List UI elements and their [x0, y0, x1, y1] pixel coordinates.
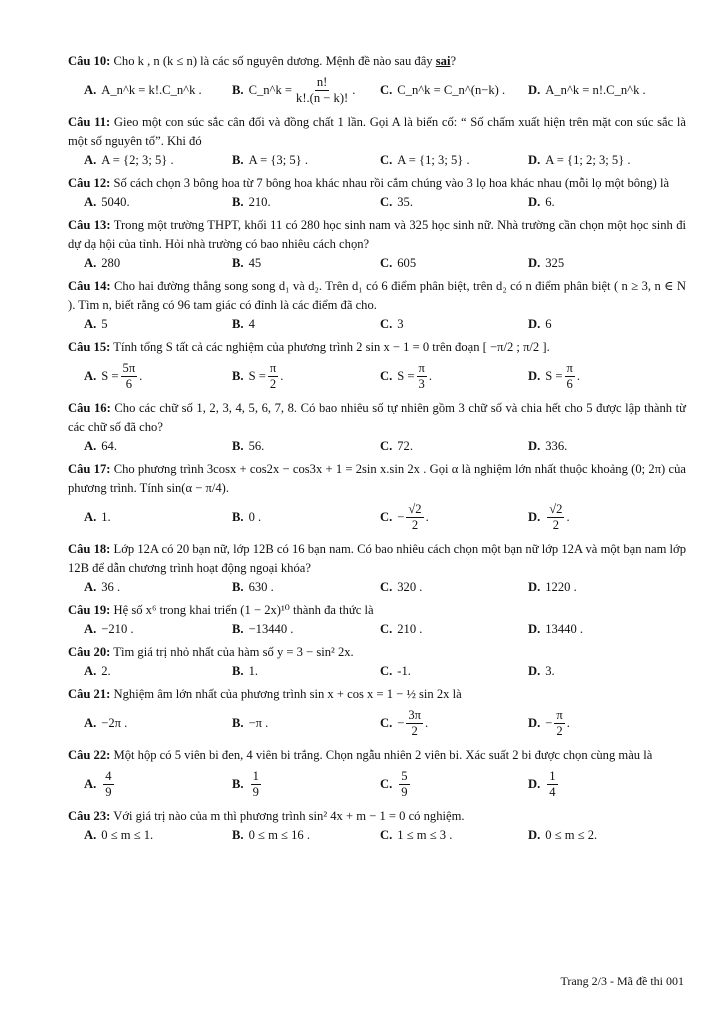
option-value: 6. — [545, 195, 555, 209]
option-c — [364, 708, 512, 739]
option-value: 630 . — [248, 580, 274, 594]
fraction-numerator: n! — [316, 74, 328, 89]
option-d — [512, 315, 682, 334]
question-q18 — [68, 540, 686, 578]
option-value: 5040. — [101, 195, 130, 209]
question-text: Số cách chọn 3 bông hoa từ 7 bông hoa khác nhau rồi cắm chúng vào 3 lọ hoa khác nhau (mỗi lọ một bông) là — [113, 176, 670, 190]
option-value: 72. — [397, 439, 413, 453]
fraction-denominator: k!.(n − k)! — [296, 90, 349, 105]
option-b — [216, 361, 364, 392]
option-a — [68, 361, 216, 392]
option-d — [512, 769, 682, 800]
option-a — [68, 662, 216, 681]
fraction-numerator: π — [269, 360, 277, 375]
option-value: 5 — [101, 317, 108, 331]
option-letter: D. — [528, 509, 541, 524]
option-fraction — [294, 75, 350, 106]
option-fraction — [268, 361, 278, 392]
option-lhs: C_n^k = — [248, 82, 293, 97]
option-value: −π . — [248, 715, 269, 730]
options-row — [68, 357, 686, 395]
option-c — [364, 769, 512, 800]
option-value: 36 . — [101, 580, 121, 594]
option-letter: C. — [380, 828, 393, 842]
option-value: −2π . — [101, 715, 128, 730]
question-q11 — [68, 113, 686, 151]
option-letter: A. — [84, 317, 97, 331]
options-row — [68, 193, 686, 212]
question-text: Cho hai đường thẳng song song d₁ và d₂. Trên d₁ có 6 điểm phân biệt, trên d₂ có n điểm phân biệt ( n ≥ 3, n ∈ N ). Tìm n, biết rằng có 96 tam giác có đỉnh là các điểm đã cho. — [68, 279, 686, 312]
option-fraction — [417, 361, 427, 392]
option-value: 210. — [248, 195, 271, 209]
option-value: C_n^k = C_n^(n−k) . — [397, 82, 506, 97]
options-row — [68, 826, 686, 845]
question-text: Trong một trường THPT, khối 11 có 280 học sinh nam và 325 học sinh nữ. Nhà trường cần chọn một học sinh đi dự dạ hội của tỉnh. Hỏi nhà trường có bao nhiêu cách chọn? — [68, 218, 687, 251]
question-q17 — [68, 460, 686, 498]
question-label: Câu 19: — [68, 603, 111, 617]
option-fraction — [547, 769, 557, 800]
option-d — [512, 502, 682, 533]
option-letter: A. — [84, 715, 97, 730]
option-a — [68, 315, 216, 334]
option-value: 64. — [101, 439, 117, 453]
option-letter: C. — [380, 256, 393, 270]
option-value: 3 — [397, 317, 404, 331]
option-letter: D. — [528, 664, 541, 678]
option-value: 1220 . — [545, 580, 577, 594]
option-b — [216, 769, 364, 800]
page-footer: Trang 2/3 - Mã đề thi 001 — [560, 974, 684, 988]
question-interval: [ −π/2 ; π/2 ]. — [482, 340, 550, 354]
question-text: Hệ số x⁶ trong khai triển (1 − 2x)¹⁰ thành đa thức là — [113, 603, 374, 617]
option-value: 0 ≤ m ≤ 16 . — [248, 828, 310, 842]
options-row — [68, 254, 686, 273]
option-value: 56. — [248, 439, 265, 453]
option-fraction — [251, 769, 261, 800]
fraction-denominator: 9 — [252, 784, 259, 799]
option-a — [68, 508, 216, 527]
option-letter: A. — [84, 580, 97, 594]
option-d — [512, 662, 682, 681]
options-row — [68, 704, 686, 742]
question-text: Cho k , n (k ≤ n) là các số nguyên dương. Mệnh đề nào sau đây — [113, 54, 433, 68]
fraction-numerator: 3π — [408, 707, 422, 722]
options-row — [68, 498, 686, 536]
options-row — [68, 437, 686, 456]
option-value: A = {3; 5} . — [248, 153, 308, 167]
option-tail: . — [566, 509, 570, 524]
fraction-denominator: 4 — [549, 784, 556, 799]
fraction-denominator: 9 — [401, 784, 408, 799]
option-value: 280 — [101, 256, 121, 270]
option-a — [68, 437, 216, 456]
option-letter: C. — [380, 368, 393, 383]
option-value: 3. — [545, 664, 555, 678]
option-b — [216, 578, 364, 597]
fraction-numerator: π — [556, 707, 563, 722]
option-value: 4 — [248, 317, 255, 331]
option-d — [512, 620, 682, 639]
option-b — [216, 662, 364, 681]
exam-page — [68, 52, 686, 845]
option-d — [512, 193, 682, 212]
option-a — [68, 826, 216, 845]
option-letter: B. — [232, 195, 244, 209]
option-d — [512, 578, 682, 597]
fraction-numerator: √2 — [549, 501, 563, 516]
option-letter: D. — [528, 317, 541, 331]
option-lhs: S = — [101, 368, 119, 383]
fraction-numerator: 1 — [549, 768, 556, 783]
question-q14 — [68, 277, 686, 315]
option-letter: B. — [232, 82, 244, 97]
option-letter: D. — [528, 153, 541, 167]
fraction-denominator: 6 — [566, 376, 573, 391]
option-value: A = {1; 3; 5} . — [397, 153, 470, 167]
option-letter: D. — [528, 439, 541, 453]
option-value: A = {2; 3; 5} . — [101, 153, 174, 167]
fraction-denominator: 3 — [418, 376, 425, 391]
question-text: Cho phương trình 3cosx + cos2x − cos3x + 1 = 2sin x.sin 2x . Gọi α là nghiệm lớn nhất thuộc khoảng (0; 2π) của phương trình. Tính sin(α − π/4). — [68, 462, 686, 495]
option-value: 210 . — [397, 622, 423, 636]
option-c — [364, 151, 512, 170]
option-value: -1. — [397, 664, 411, 678]
question-text: Với giá trị nào của m thì phương trình sin² 4x + m − 1 = 0 có nghiệm. — [113, 809, 465, 823]
option-value: −13440 . — [248, 622, 294, 636]
question-q21 — [68, 685, 686, 704]
option-value: 0 ≤ m ≤ 1. — [101, 828, 154, 842]
options-row — [68, 315, 686, 334]
question-label: Câu 17: — [68, 462, 111, 476]
fraction-denominator: 2 — [269, 376, 277, 391]
options-row — [68, 620, 686, 639]
question-q12 — [68, 174, 686, 193]
option-d — [512, 81, 682, 100]
option-value: 45 — [248, 256, 262, 270]
option-b — [216, 315, 364, 334]
option-value: A = {1; 2; 3; 5} . — [545, 153, 631, 167]
option-fraction — [406, 502, 423, 533]
question-q20 — [68, 643, 686, 662]
options-row — [68, 71, 686, 109]
option-value: 13440 . — [545, 622, 584, 636]
option-lhs: S = — [397, 368, 415, 383]
option-lhs: S = — [545, 368, 563, 383]
fraction-denominator: 2 — [552, 517, 559, 532]
fraction-numerator: 5π — [122, 360, 136, 375]
fraction-numerator: 4 — [105, 768, 112, 783]
option-value: 320 . — [397, 580, 423, 594]
option-value: A_n^k = n!.C_n^k . — [545, 82, 646, 97]
option-value: 0 . — [248, 509, 262, 524]
option-c — [364, 254, 512, 273]
question-label: Câu 20: — [68, 645, 111, 659]
option-letter: B. — [232, 256, 244, 270]
option-b — [216, 620, 364, 639]
option-letter: A. — [84, 509, 97, 524]
question-label: Câu 11: — [68, 115, 111, 129]
question-q16 — [68, 399, 686, 437]
option-d — [512, 361, 682, 392]
question-text: Tìm giá trị nhỏ nhất của hàm số y = 3 − sin² 2x. — [113, 645, 354, 659]
question-q13 — [68, 216, 686, 254]
option-letter: B. — [232, 509, 244, 524]
option-a — [68, 714, 216, 733]
option-letter: D. — [528, 195, 541, 209]
option-letter: A. — [84, 776, 97, 791]
option-fraction — [554, 708, 564, 739]
question-q15 — [68, 338, 686, 357]
option-letter: D. — [528, 622, 541, 636]
option-letter: D. — [528, 776, 541, 791]
option-letter: C. — [380, 195, 393, 209]
option-letter: A. — [84, 153, 97, 167]
option-a — [68, 151, 216, 170]
option-letter: A. — [84, 439, 97, 453]
question-tail: ? — [450, 54, 457, 68]
option-c — [364, 193, 512, 212]
option-a — [68, 578, 216, 597]
option-letter: B. — [232, 153, 244, 167]
option-letter: C. — [380, 580, 393, 594]
question-label: Câu 14: — [68, 279, 111, 293]
option-c — [364, 578, 512, 597]
option-letter: B. — [232, 664, 244, 678]
option-d — [512, 826, 682, 845]
option-letter: C. — [380, 622, 393, 636]
question-label: Câu 16: — [68, 401, 111, 415]
question-label: Câu 15: — [68, 340, 111, 354]
option-letter: A. — [84, 82, 97, 97]
option-value: A_n^k = k!.C_n^k . — [101, 82, 202, 97]
option-tail: . — [428, 368, 433, 383]
option-d — [512, 151, 682, 170]
option-letter: C. — [380, 776, 393, 791]
option-letter: B. — [232, 776, 244, 791]
option-tail: . — [280, 368, 284, 383]
option-letter: D. — [528, 82, 541, 97]
option-c — [364, 315, 512, 334]
fraction-numerator: √2 — [408, 501, 422, 516]
fraction-numerator: 5 — [401, 768, 408, 783]
option-a — [68, 254, 216, 273]
option-letter: D. — [528, 715, 541, 730]
option-tail: . — [576, 368, 581, 383]
option-fraction — [547, 502, 564, 533]
option-fraction — [565, 361, 575, 392]
question-emphasis: sai — [435, 54, 451, 68]
question-text: Một hộp có 5 viên bi đen, 4 viên bi trắng. Chọn ngẫu nhiên 2 viên bi. Xác suất 2 bi được chọn cùng màu là — [113, 748, 653, 762]
question-q23 — [68, 807, 686, 826]
question-text: Nghiệm âm lớn nhất của phương trình sin x + cos x = 1 − ½ sin 2x là — [113, 687, 462, 701]
question-q19 — [68, 601, 686, 620]
option-value: 1. — [248, 664, 259, 678]
option-value: 35. — [397, 195, 413, 209]
option-b — [216, 826, 364, 845]
option-letter: D. — [528, 828, 541, 842]
option-letter: C. — [380, 82, 393, 97]
option-lhs: − — [397, 715, 405, 730]
option-letter: D. — [528, 256, 541, 270]
fraction-denominator: 6 — [125, 376, 132, 391]
options-row — [68, 151, 686, 170]
option-a — [68, 769, 216, 800]
option-a — [68, 81, 216, 100]
option-b — [216, 254, 364, 273]
question-text: Tính tổng S tất cả các nghiệm của phương trình 2 sin x − 1 = 0 trên đoạn — [113, 340, 480, 354]
option-d — [512, 254, 682, 273]
option-value: 1 ≤ m ≤ 3 . — [397, 828, 453, 842]
question-text: Lớp 12A có 20 bạn nữ, lớp 12B có 16 bạn nam. Có bao nhiêu cách chọn một bạn nữ lớp 12A và một bạn nam lớp 12B để dẫn chương trình hoạt động ngoại khóa? — [68, 542, 686, 575]
option-letter: B. — [232, 580, 244, 594]
option-c — [364, 620, 512, 639]
option-c — [364, 437, 512, 456]
question-q22 — [68, 746, 686, 765]
question-label: Câu 21: — [68, 687, 111, 701]
option-b — [216, 193, 364, 212]
option-tail: . — [425, 509, 429, 524]
option-letter: A. — [84, 256, 97, 270]
option-fraction — [103, 769, 113, 800]
question-label: Câu 18: — [68, 542, 111, 556]
option-b — [216, 508, 364, 527]
question-q10 — [68, 52, 686, 71]
option-c — [364, 826, 512, 845]
fraction-numerator: π — [566, 360, 573, 375]
option-letter: B. — [232, 368, 244, 383]
option-letter: C. — [380, 317, 393, 331]
option-letter: C. — [380, 153, 393, 167]
option-letter: D. — [528, 368, 541, 383]
option-tail: . — [425, 715, 429, 730]
fraction-numerator: 1 — [252, 768, 259, 783]
fraction-denominator: 2 — [411, 723, 418, 738]
fraction-denominator: 2 — [556, 723, 563, 738]
question-label: Câu 22: — [68, 748, 111, 762]
option-letter: B. — [232, 622, 244, 636]
option-c — [364, 502, 512, 533]
option-value: −210 . — [101, 622, 134, 636]
option-value: 1. — [101, 509, 111, 524]
fraction-denominator: 2 — [411, 517, 419, 532]
option-value: 605 — [397, 256, 417, 270]
option-b — [216, 714, 364, 733]
option-letter: C. — [380, 509, 393, 524]
question-label: Câu 12: — [68, 176, 111, 190]
question-label: Câu 23: — [68, 809, 111, 823]
options-row — [68, 662, 686, 681]
option-letter: A. — [84, 828, 97, 842]
option-letter: A. — [84, 622, 97, 636]
option-tail: . — [139, 368, 143, 383]
option-letter: B. — [232, 828, 244, 842]
option-c — [364, 81, 512, 100]
option-b — [216, 437, 364, 456]
option-a — [68, 193, 216, 212]
options-row — [68, 578, 686, 597]
option-letter: B. — [232, 317, 244, 331]
option-letter: C. — [380, 715, 393, 730]
option-b — [216, 75, 364, 106]
option-value: 0 ≤ m ≤ 2. — [545, 828, 598, 842]
option-lhs: S = — [248, 368, 266, 383]
fraction-denominator: 9 — [105, 784, 112, 799]
option-value: 6 — [545, 317, 552, 331]
option-letter: A. — [84, 664, 97, 678]
option-value: 2. — [101, 664, 111, 678]
option-letter: C. — [380, 439, 393, 453]
options-row — [68, 765, 686, 803]
option-value: 325 — [545, 256, 565, 270]
option-d — [512, 437, 682, 456]
option-fraction — [399, 769, 409, 800]
option-lhs: − — [545, 715, 553, 730]
option-c — [364, 662, 512, 681]
question-label: Câu 10: — [68, 54, 111, 68]
option-letter: B. — [232, 715, 244, 730]
option-d — [512, 708, 682, 739]
option-fraction — [406, 708, 423, 739]
option-letter: A. — [84, 195, 97, 209]
option-letter: A. — [84, 368, 97, 383]
option-c — [364, 361, 512, 392]
option-a — [68, 620, 216, 639]
question-label: Câu 13: — [68, 218, 111, 232]
option-value: 336. — [545, 439, 568, 453]
option-letter: B. — [232, 439, 244, 453]
option-letter: D. — [528, 580, 541, 594]
option-b — [216, 151, 364, 170]
option-lhs: − — [397, 509, 405, 524]
question-text: Gieo một con súc sắc cân đối và đồng chất 1 lần. Gọi A là biến cố: “ Số chấm xuất hiện trên mặt con súc sắc là một số nguyên tố”. Khi đó — [68, 115, 687, 148]
question-text: Cho các chữ số 1, 2, 3, 4, 5, 6, 7, 8. Có bao nhiêu số tự nhiên gồm 3 chữ số và chia hết cho 5 được lập thành từ các chữ số đã cho? — [68, 401, 686, 434]
option-fraction — [121, 361, 138, 392]
option-tail: . — [566, 715, 570, 730]
option-tail: . — [352, 82, 356, 97]
option-letter: C. — [380, 664, 393, 678]
fraction-numerator: π — [418, 360, 425, 375]
